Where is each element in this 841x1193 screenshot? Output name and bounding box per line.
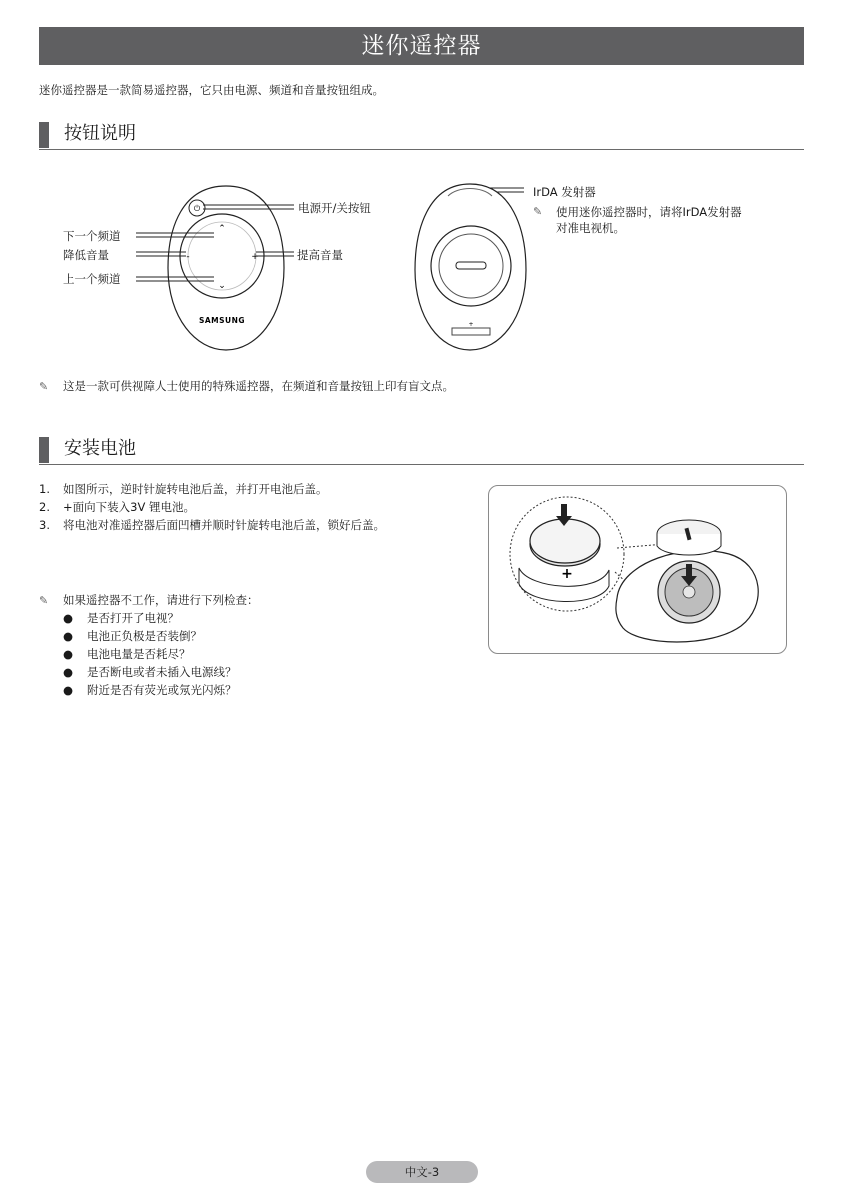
- list-item-text: 电池电量是否耗尽？: [87, 647, 191, 661]
- check-intro: 如果遥控器不工作，请进行下列检查：: [63, 593, 259, 607]
- list-item: [63, 682, 237, 698]
- section-title: 按钮说明: [64, 123, 136, 144]
- heading-bar: [39, 122, 49, 148]
- label-volume-up: 提高音量: [297, 248, 343, 262]
- bullet-dot-icon: ●: [63, 647, 74, 661]
- step-text: +面向下装入3V 锂电池。: [63, 500, 195, 514]
- list-item: [63, 628, 202, 644]
- svg-text:+: +: [251, 252, 259, 262]
- step-number: 1.: [39, 482, 50, 496]
- label-irda: IrDA 发射器: [533, 185, 596, 199]
- remote-diagram: [0, 160, 841, 380]
- samsung-logo: SAMSUNG: [198, 316, 246, 325]
- list-item-text: 是否断电或者未插入电源线？: [87, 665, 237, 679]
- step-number: 3.: [39, 518, 50, 532]
- irda-note-line1: 使用迷你遥控器时，请将IrDA发射器: [556, 205, 742, 219]
- braille-note: 这是一款可供视障人士使用的特殊遥控器，在频道和音量按钮上印有盲文点。: [63, 379, 454, 393]
- svg-text:⏻: ⏻: [193, 204, 201, 213]
- irda-note-line2: 对准电视机。: [556, 221, 625, 235]
- bullet-dot-icon: ●: [63, 629, 74, 643]
- battery-illustration: [489, 486, 786, 653]
- section-title: 安装电池: [64, 438, 136, 459]
- label-prev-channel: 上一个频道: [63, 272, 121, 286]
- section-heading-buttons: [39, 121, 804, 150]
- page-title: 迷你遥控器: [39, 27, 804, 65]
- remote-front-illustration: [168, 186, 284, 350]
- pencil-note-icon: ✎: [39, 594, 49, 607]
- list-item: [63, 646, 191, 662]
- label-power-button: 电源开/关按钮: [298, 201, 371, 215]
- pencil-note-icon: ✎: [533, 205, 543, 218]
- heading-bar: [39, 437, 49, 463]
- svg-text:-: -: [186, 252, 190, 262]
- list-item: [63, 664, 237, 680]
- step-text: 将电池对准遥控器后面凹槽并顺时针旋转电池后盖，锁好后盖。: [63, 518, 385, 532]
- battery-illustration-box: [488, 485, 787, 654]
- svg-text:⌃: ⌃: [218, 224, 226, 234]
- pencil-note-icon: ✎: [39, 380, 49, 393]
- step-text: 如图所示，逆时针旋转电池后盖，并打开电池后盖。: [63, 482, 328, 496]
- step-1: [39, 481, 328, 497]
- section-heading-battery: [39, 436, 804, 465]
- label-volume-down: 降低音量: [63, 248, 109, 262]
- intro-text: 迷你遥控器是一款简易遥控器，它只由电源、频道和音量按钮组成。: [39, 83, 384, 97]
- list-item-text: 附近是否有荧光或氖光闪烁？: [87, 683, 237, 697]
- label-next-channel: 下一个频道: [63, 229, 121, 243]
- svg-text:⌄: ⌄: [218, 281, 226, 291]
- svg-text:+: +: [561, 566, 573, 582]
- step-number: 2.: [39, 500, 50, 514]
- list-item: [63, 610, 179, 626]
- list-item-text: 电池正负极是否装倒？: [87, 629, 202, 643]
- step-2: [39, 499, 195, 515]
- bullet-dot-icon: ●: [63, 611, 74, 625]
- page-number: 中文-3: [366, 1161, 478, 1183]
- remote-back-illustration: [415, 184, 526, 350]
- step-3: [39, 517, 385, 533]
- list-item-text: 是否打开了电视？: [87, 611, 179, 625]
- bullet-dot-icon: ●: [63, 665, 74, 679]
- bullet-dot-icon: ●: [63, 683, 74, 697]
- svg-text:+: +: [468, 321, 474, 328]
